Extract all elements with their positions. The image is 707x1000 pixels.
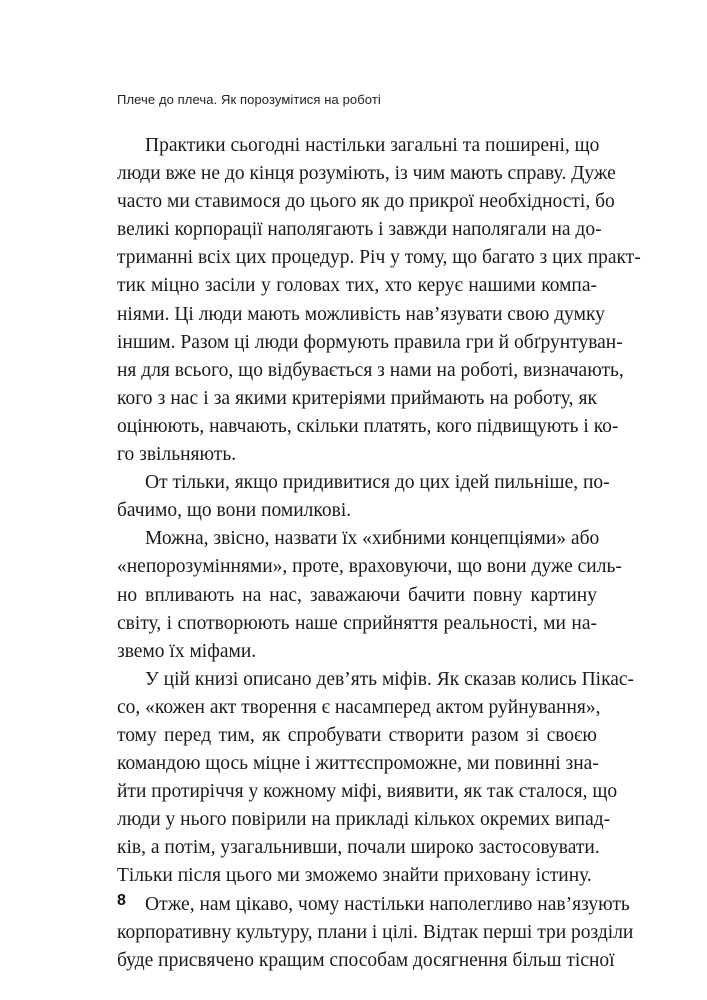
text-line: го звільняють. [117,444,237,466]
text-line: часто ми ставимося до цього як до прикрої необхідності, бо [117,191,615,213]
text-line: ня для всього, що відбувається з нами на роботі, визначають, [117,359,624,381]
text-line: корпоративну культуру, плани і цілі. Відтак перші три розділи [117,921,634,943]
text-line: «непорозуміннями», проте, враховуючи, що вони дуже силь- [117,556,622,578]
text-line: со, «кожен акт творення є насамперед актом руйнування», [117,696,601,718]
text-line: У цій книзі описано дев’ять міфів. Як сказав колись Пікас- [145,668,635,690]
text-line: От тільки, якщо придивитися до цих ідей пильніше, по- [145,472,610,494]
text-line: тик міцно засіли у головах тих, хто керує нашими компа- [117,275,597,297]
text-line: кого з нас і за якими критеріями приймають на роботу, як [117,387,597,409]
text-line: командою щось міцне і життєспроможне, ми повинні зна- [117,753,599,775]
text-line: люди у нього повірили на прикладі кількох окремих випад- [117,809,611,831]
text-line: великі корпорації наполягають і завжди наполягали на до- [117,219,602,241]
text-line: но впливають на нас, заважаючи бачити повну картину [117,584,597,606]
paragraph [117,525,622,665]
paragraph [117,469,610,525]
text-line: буде присвячено кращим способам досягнення більш тісної [117,949,615,971]
text-line: іншим. Разом ці люди формують правила гри й обґрунтуван- [117,331,623,353]
text-line: Можна, звісно, назвати їх «хибними концепціями» або [145,528,600,550]
text-line: ків, а потім, узагальнивши, почали широко застосовувати. [117,837,600,859]
text-line: звемо їх міфами. [117,640,257,662]
page-number: 8 [117,892,126,909]
text-line: оцінюють, навчають, скільки платять, кого підвищують і ко- [117,415,619,437]
text-line: Отже, нам цікаво, чому настільки наполегливо нав’язують [145,893,630,915]
paragraph [117,132,641,469]
text-line: світу, і спотворюють наше сприйняття реальності, ми на- [117,612,597,634]
text-line: бачимо, що вони помилкові. [117,500,352,522]
text-line: триманні всіх цих процедур. Річ у тому, що багато з цих практ- [117,247,641,269]
text-line: тому перед тим, як спробувати створити разом зі своєю [117,724,597,746]
text-line: йти протиріччя у кожному міфі, виявити, як так сталося, що [117,781,618,803]
paragraph [117,666,635,891]
body-text [117,132,641,975]
text-line: Тільки після цього ми зможемо знайти приховану істину. [117,865,592,887]
text-line: ніями. Ці люди мають можливість нав’язувати свою думку [117,303,605,325]
running-head: Плече до плеча. Як порозумітися на роботі [117,92,381,107]
text-line: Практики сьогодні настільки загальні та поширені, що [145,135,600,156]
paragraph [117,891,634,975]
text-line: люди вже не до кінця розуміють, із чим мають справу. Дуже [117,163,616,185]
